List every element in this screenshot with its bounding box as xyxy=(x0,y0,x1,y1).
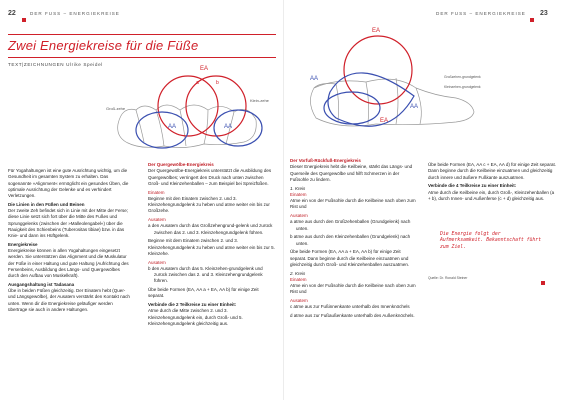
quergewolbe-diagram xyxy=(104,58,274,158)
step-r-a: a atme aus durch den Großzehenballen (Grundgelenk) nach unten. xyxy=(290,219,411,231)
paragraph-einatem-1: Beginne mit den Einatem zwischen 2. und 3. Kleinzehengrundgelenk zu heben und atme weiter ein bis zur Großzehe. xyxy=(148,195,270,214)
handwritten-note: Die Energie folgt der Aufmerksamkeit. Bekanntschaft führt zum Ziel. xyxy=(440,232,542,250)
right-header-square xyxy=(530,11,534,29)
heading-vorfuss: Der Vorfuß-Rückfuß-Energiekreis xyxy=(290,158,361,163)
paragraph-einatem-r2: Atme ein von der Fußsohle durch die Keilbeine nach oben zum Rist und xyxy=(290,283,416,295)
diagram-right-aa-left-label: AA xyxy=(310,76,319,82)
left-page-title: Zwei Energiekreise für die Füße xyxy=(8,38,199,53)
left-title-rule-top xyxy=(8,34,276,35)
paragraph-verbinde-4: Atme durch die Keilbeine ein, durch Groß-, Kleinzehenballen (a + b), durch Innen- und Außenferse (c + d) gleichzeitig aus. xyxy=(428,189,555,201)
svg-text:b: b xyxy=(216,80,219,86)
label-ausatem-2: Ausatem xyxy=(148,259,166,265)
diagram-aa-right-label: AA xyxy=(224,124,233,130)
paragraph-separat-r1: Übe beide Formen (EA, AA a + EA, AA b) für einige Zeit separat. Dann beginne durch die Keilbeine einzuatmen und gleichzeitig durch Groß- und Kleinzehenballen auszuatmen. xyxy=(290,249,410,267)
label-einatem-r1: Einatem xyxy=(290,191,307,197)
heading-verbinde-4: Verbinde die 4 Teilkreise zu einer Einheit: xyxy=(428,183,517,189)
step-r-c: c atme aus zur Fußinnenkante unterhalb des Innenknöchels xyxy=(290,304,410,310)
right-page-number: 23 xyxy=(540,10,548,17)
paragraph-einatem-2: Beginne mit dem Einatem zwischen 2. und 3. Kleinzehengrundgelenk zu heben und atme weiter ein bis zur 5. Kleinzehe. xyxy=(148,238,275,256)
left-running-head: DER FUSS – ENERGIEKREISE xyxy=(30,11,120,16)
label-ausatem-1: Ausatem xyxy=(148,217,166,222)
label-ausatem-r2: Ausatem xyxy=(290,298,308,303)
intro-paragraph: Für Yogahaltungen ist eine gute Ausrichtung wichtig, um die Gesundheit im gesamten System zu erhalten. Das sogenannte »Alignment« ermöglicht ein gesundes Üben, die optimale Ausrichtung der Gelenke und es verhindert Verletzungen. xyxy=(8,168,129,198)
source-square xyxy=(541,274,545,292)
label-einatem-r2: Einatem xyxy=(290,276,307,282)
heading-linien: Die Linien in den Füßen und Beinen xyxy=(8,201,85,207)
step-a: a den Ausatem durch das Großzehengrund-gelenk und zurück zwischen das 2. und 3. Kleinzehengrundgelenk führen. xyxy=(148,223,273,235)
diagram-grosszehe-label: Großzehen-grundgelenk xyxy=(444,75,481,79)
svg-text:a: a xyxy=(196,80,199,86)
left-column-1 xyxy=(8,168,132,316)
aa-ellipse-outer xyxy=(324,92,380,124)
right-column-1 xyxy=(290,158,418,322)
paragraph-energiekreise: Energiekreise können in allen Yogahaltungen eingesetzt werden. Sie unterstützen das Alignment und die Muskulatur der Füße in einer Haltung und gute Haltung (Aufrichtung des Fersenbeins, Ausbildung des Längs- und Quergewölbes durch den Aufbau von Muskelkraft). xyxy=(8,248,129,278)
paragraph-separat-r2: Übe beide Formen (EA, AA c + EA, AA d) für einige Zeit separat. Dann beginne durch die Keilbeine einzuatmen und gleichzeitig durch innere und äußere Fußkante auszuatmen. xyxy=(428,162,556,180)
diagram-kleinzehe-label: Klein-zehe xyxy=(250,98,269,103)
vorfuss-rueckfuss-diagram xyxy=(296,22,496,152)
step-r-d: d atme aus zur Fußaußenkante unterhalb des Außenknöchels. xyxy=(290,313,415,318)
diagram-right-ea-label: EA xyxy=(372,28,381,34)
diagram-right-aa-right-label: AA xyxy=(410,104,419,110)
ea-circle xyxy=(344,36,412,104)
left-page-number: 22 xyxy=(8,10,16,17)
step-b: b den Ausatem durch das 5. Kleinzehen-grundgelenk und zurück zwischen das 2. und 3. Kleinzehengrundgelenk führen. xyxy=(148,265,263,284)
label-einatem-1: Einatem xyxy=(148,189,165,195)
left-byline: TEXT|ZEICHNUNGEN Ulrike Speidel xyxy=(8,62,103,67)
aa-circle-left xyxy=(136,112,188,148)
diagram-aa-left-label: AA xyxy=(168,124,177,130)
diagram-right-ea-bottom-label: EA xyxy=(380,118,389,124)
step-r-b: b atme aus durch den Kleinzehenballen (Grundgelenk) nach unten. xyxy=(290,234,411,246)
heading-quergewolbe: Der Quergewölbe-Energiekreis xyxy=(148,162,214,167)
diagram-grosszehe-label: Groß-zehe xyxy=(106,106,126,111)
label-ausatem-r1: Ausatem xyxy=(290,213,308,218)
paragraph-quergewolbe: Der Quergewölbe-Energiekreis unterstützt die Ausbildung des Quergewölbes; verringert den Druck nach unten zwischen Groß- und Kleinzehenballen – zum Beispiel bei Spreizfüßen. xyxy=(148,168,272,186)
right-running-head: DER FUSS – ENERGIEKREISE xyxy=(436,11,526,16)
source-credit: Quelle: Dr. Ronald Steiner xyxy=(428,276,468,280)
paragraph-vorfuss: Dieser Energiekreis hebt die Keilbeine, stärkt das Längs- und Querseile des Quergewölbe und hilft Schmerzen in der Fußsohle zu lindern. xyxy=(290,164,413,182)
left-column-2 xyxy=(148,162,276,330)
heading-energiekreise: Energiekreise xyxy=(8,241,38,247)
right-column-2 xyxy=(428,162,556,205)
paragraph-verbinde-2: Atme durch die Mitte zwischen 2. und 3. Kleinzehengrundgelenk ein, durch Groß- und 5. Kleinzehengrundgelenk gleichzeitig aus. xyxy=(148,308,243,326)
heading-verbinde-2: Verbinde die 2 Teilkreise zu einer Einheit: xyxy=(148,302,237,307)
diagram-kleinzehe-label: Kleinzehen-grundgelenk xyxy=(444,85,481,89)
diagram-ea-label: EA xyxy=(200,66,209,72)
heading-kreis-1: 1. Kreis xyxy=(290,185,306,191)
left-header-square xyxy=(22,11,26,29)
heading-tadasana: Ausgangshaltung ist Tadasana xyxy=(8,281,75,287)
paragraph-linien: Der zweite Zeh befindet sich in Linie mit der Mitte der Ferse; diese Linie setzt sich fort über die Mitte des Fußes und Sprunggelenks (zwischen der »Malleolengabel«) über die Rauigkeit des Schienbeins (Tuberositas tibiae) bzw. in das Knie- und dann ins Hüftgelenk. xyxy=(8,208,129,238)
page-gutter xyxy=(283,0,284,400)
heading-kreis-2: 2. Kreis xyxy=(290,270,306,276)
paragraph-tadasana: Übe in beiden Füßen gleichzeitig. Der Einatem hebt (Quer- und Längsgewölbe), der Ausatem verstärkt den Kontakt nach unten. Wenn dir die Energiekreise geläufiger werden übertrage sie auch in andere Haltungen. xyxy=(8,288,130,312)
paragraph-einatem-r1: Atme ein von der Fußsohle durch die Keilbeine nach oben zum Rist und xyxy=(290,198,416,210)
paragraph-separat: Übe beide Formen (EA, AA a + EA, AA b) für einige Zeit separat. xyxy=(148,287,259,299)
aa-circle-right xyxy=(214,110,262,146)
